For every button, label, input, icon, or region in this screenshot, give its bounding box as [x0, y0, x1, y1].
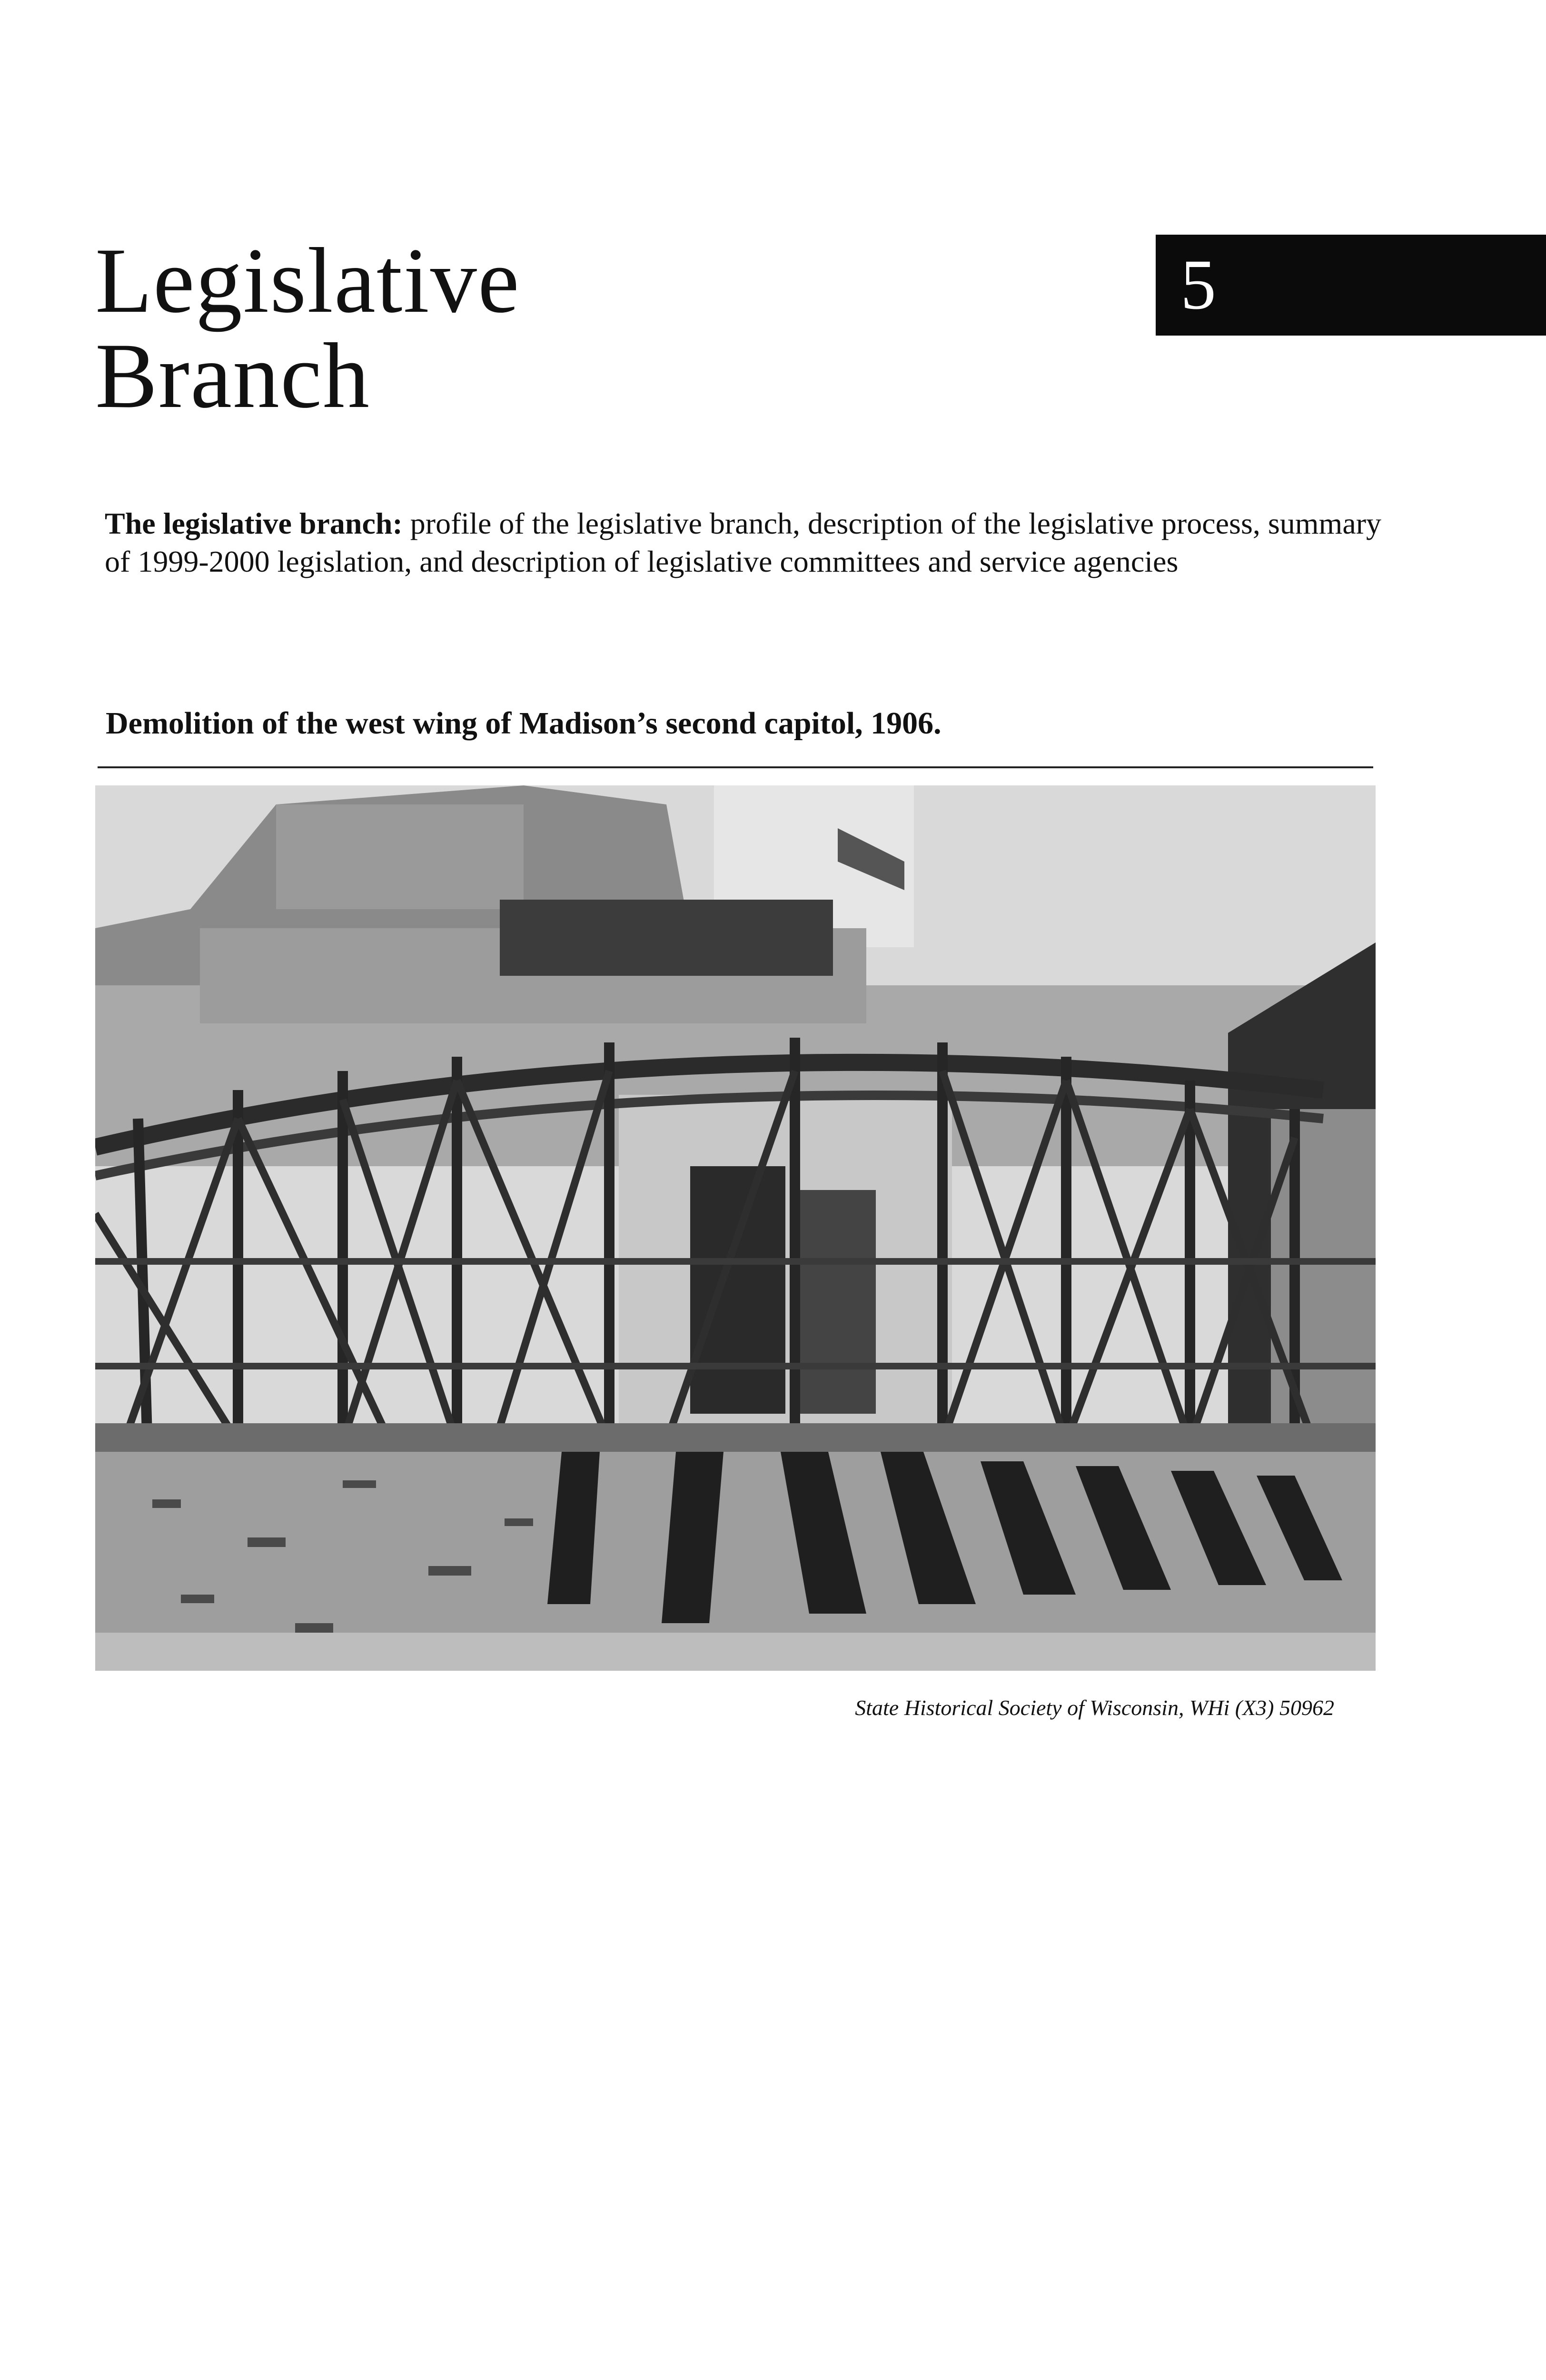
- demolition-photo-image: [95, 785, 1376, 1671]
- chapter-title: [95, 229, 520, 427]
- chapter-introduction: [105, 505, 1390, 581]
- photo-caption: Demolition of the west wing of Madison’s second capitol, 1906.: [106, 706, 941, 741]
- chapter-number-tab: [1156, 235, 1546, 336]
- introduction-text: profile of the legislative branch, description of the legislative process, summary of 1999-2000 legislation, and description of legislative committees and service agencies: [105, 506, 1382, 578]
- chapter-title-line-1: Legislative: [95, 229, 520, 332]
- caption-divider: [98, 766, 1373, 768]
- chapter-number: 5: [1180, 245, 1216, 324]
- photo-credit: State Historical Society of Wisconsin, WHi (X3) 50962: [855, 1696, 1334, 1720]
- introduction-lead: The legislative branch:: [105, 506, 403, 540]
- historical-photograph: [95, 785, 1376, 1671]
- chapter-title-line-2: Branch: [95, 324, 370, 427]
